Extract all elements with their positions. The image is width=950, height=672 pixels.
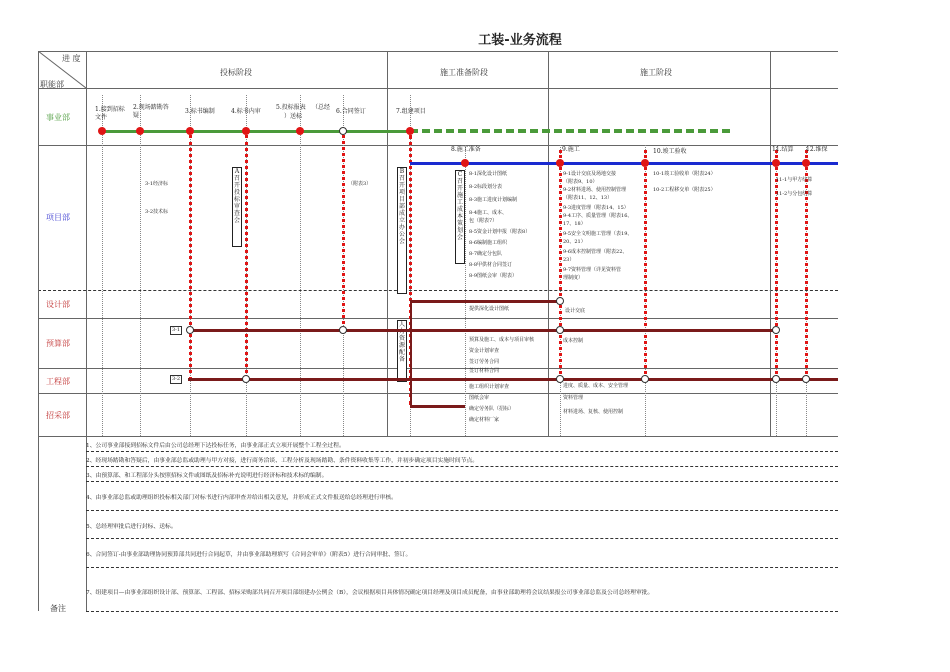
flow-node-open [339, 127, 347, 135]
remark-divider [86, 510, 838, 511]
constr-item: 9-6成本控制管理（附表22、 [563, 249, 628, 255]
dept-remarks: 备注 [50, 604, 66, 613]
prep-item: 8-9图纸会审（附表） [469, 273, 518, 279]
settle-item: 11-2与分包结算 [776, 191, 813, 197]
flow-vertical [189, 135, 192, 380]
grid-row-engineering [38, 393, 838, 394]
grid-top [38, 51, 838, 52]
engineering-constr-list [563, 382, 628, 416]
progress-label: 进 度 [62, 54, 81, 63]
phase-construction: 施工阶段 [640, 68, 672, 77]
remark-6: 6、合同签订-由事业部助理协同预算部共同进行合同起草，并由事业部助理填写《合同会审单》（附表5）进行合同审批、签订。 [86, 552, 412, 558]
flow-node [641, 159, 649, 167]
flow-node [296, 127, 304, 135]
prep-item: 8-8甲供材合同签订 [469, 262, 513, 268]
engineering-flow-branch [410, 405, 465, 408]
flow-node [98, 127, 106, 135]
box-cost-planning: C召开施工成本策划会 [455, 170, 465, 264]
remark-divider [86, 466, 838, 467]
step-7: 7.组建项目 [396, 108, 426, 115]
eng-constr-item: 进度、质量、成本、安全管理 [563, 383, 629, 389]
prep-list [469, 170, 530, 280]
flow-node-open [772, 326, 780, 334]
dept-business: 事业部 [46, 113, 70, 122]
prep-item: 8-5资金计划申报（附表8） [469, 229, 531, 235]
flow-node [406, 127, 414, 135]
flow-node-open [186, 326, 194, 334]
step-5c: ）送标 [284, 113, 303, 120]
prep-item: 8-2标段划分表 [469, 184, 503, 190]
remark-divider [86, 481, 838, 482]
design-prep-note: 提供深化设计图纸 [469, 306, 510, 312]
design-constr-note: 设计交底 [565, 308, 586, 314]
constr-item: 9-4工序、质量管理（附表16、 [563, 213, 633, 219]
prep-item: 包（附表7） [469, 218, 498, 224]
flow-node [772, 159, 780, 167]
remark-1: 1、公司事业部接到招标文件后由公司总经理下达投标任务，由事业部正式立项开展整个工程全过程。 [86, 443, 345, 449]
dept-project: 项目部 [46, 213, 70, 222]
dept-budget: 预算部 [46, 339, 70, 348]
budget-item: 资金计划审查 [469, 348, 500, 354]
phase-preparation: 施工准备阶段 [440, 68, 488, 77]
step-column [102, 95, 103, 436]
flow-node-open [242, 375, 250, 383]
flow-vertical [559, 150, 562, 380]
dept-engineering: 工程部 [46, 377, 70, 386]
remark-divider [86, 567, 838, 568]
flow-node [556, 159, 564, 167]
constr-item: （附表9、10） [563, 179, 598, 185]
step-11: 11.结算 [772, 146, 794, 153]
flow-node [136, 127, 144, 135]
note-3-1: 3-1经济标 [145, 181, 169, 187]
constr-item: 理制度） [563, 275, 584, 281]
eng-item: 确定材料厂家 [469, 417, 500, 423]
constr-item: （附表11、12、13） [563, 195, 613, 201]
flow-node-open [802, 375, 810, 383]
flow-node-open [339, 326, 347, 334]
budget-item: 预算及施工、成本与项目审核 [469, 337, 535, 343]
flow-vertical [342, 135, 345, 330]
flow-vertical [644, 150, 647, 380]
remark-4: 4、由事业部总监或助理组织投标相关部门对标书进行内部审查并给出相关意见，并形成正式文件报送给总经理进行审核。 [86, 495, 397, 501]
step-8: 8.施工准备 [451, 146, 481, 153]
flow-node-open [641, 375, 649, 383]
flow-node [242, 127, 250, 135]
remark-5: 5、总经理审批后进行封标、送标。 [86, 524, 177, 530]
step-column [465, 145, 466, 436]
step-6: 6.合同签订 [336, 108, 366, 115]
tag-3-2: 3-2 [172, 376, 181, 382]
flow-node [186, 127, 194, 135]
box-project-setup: B召开项目部成立办公会 [397, 167, 407, 294]
engineering-flow-line [188, 378, 838, 381]
constr-item: 9-2材料进场、使用控制管理 [563, 187, 627, 193]
grid-row-design [38, 318, 838, 319]
settlement-list [776, 176, 812, 198]
phase-bidding: 投标阶段 [220, 68, 252, 77]
eng-item: 施工组织计划审查 [469, 384, 510, 390]
step-column [300, 95, 301, 436]
constr-item: 9-3进度管理（附表14、15） [563, 205, 629, 211]
dept-flow-vertical [410, 300, 412, 406]
budget-flow-line [188, 329, 776, 332]
business-flow-line [102, 130, 410, 133]
engineering-prep-list [469, 383, 514, 424]
step-9: 9.施工 [562, 146, 580, 153]
grid-row-business [38, 145, 838, 146]
remark-3: 3、由预算部、和工程部分头按照招标文件或图纸及招标补充说明进行经济标和技术标的编制。 [86, 473, 328, 479]
prep-item: 8-6编制施工组织 [469, 240, 508, 246]
remark-divider [86, 451, 838, 452]
step-2: 2.现场踏勘答疑 [133, 104, 169, 119]
constr-item: 9-7资料管理（详见资料管 [563, 267, 622, 273]
eng-constr-item: 材料进场、复核、使用控制 [563, 409, 624, 415]
remark-2: 2、经现场踏勘和答疑后，由事业部总监或助理与甲方对接，进行商务洽谈、工程分析及现场踏勘、条件资料收集等工作，并初步确定项目实施时间节点。 [86, 458, 479, 464]
flow-node-open [772, 375, 780, 383]
page-title: 工装-业务流程 [478, 33, 562, 48]
remark-divider [86, 538, 838, 539]
eng-constr-item: 资料管理 [563, 395, 584, 401]
flow-node-open [556, 297, 564, 305]
dept-label: 职能部 [40, 80, 64, 89]
flow-node [461, 159, 469, 167]
prep-item: 8-3施工进度计划编制 [469, 197, 518, 203]
accept-item: 10-1竣工验收单（附表24） [653, 171, 716, 177]
constr-item: 9-1设计交底及场地交接 [563, 171, 617, 177]
tag-3-1: 3-1 [172, 327, 181, 333]
grid-row-procurement [38, 436, 838, 437]
note-contract-table: （附表3） [348, 181, 372, 187]
box-hr: 人 资源配备 [397, 320, 407, 382]
flow-vertical [245, 135, 248, 380]
business-flow-dashed [410, 129, 730, 133]
grid-row-budget [38, 368, 838, 369]
grid-row-project [38, 290, 838, 291]
grid-left [38, 51, 39, 611]
flow-node-open [556, 326, 564, 334]
accept-item: 10-2工程移交单（附表25） [653, 187, 716, 193]
box-bid-review: A召开投标审查会 [232, 167, 242, 247]
prep-item: 8-4施工、成本、 [469, 210, 508, 216]
budget-item: 签订材料合同 [469, 368, 500, 374]
budget-prep-list [469, 336, 534, 375]
constr-item: 23） [563, 257, 575, 263]
grid-header-bottom [38, 88, 838, 89]
note-3-2: 3-2技术标 [145, 209, 169, 215]
acceptance-list [653, 170, 716, 194]
remark-divider [86, 611, 838, 612]
budget-constr-note: 成本控制 [563, 338, 584, 344]
constr-item: 9-5安全文明施工管理（表19、 [563, 231, 633, 237]
constr-item: 20、21） [563, 239, 586, 245]
dept-procurement: 招采部 [46, 411, 70, 420]
remark-7: 7、组建项目—由事业部组织设计部、预算部、工程部、招标采购部共同召开项目部组建办公例会（B），会议根据项目具体情况确定项目经理及项目成员配备，由事业部助理将会议结果报公司事业部总监及公司总经理审批。 [86, 590, 654, 596]
step-column [140, 95, 141, 436]
eng-item: 图纸会审 [469, 395, 490, 401]
settle-item: 11-1与甲方结算 [776, 177, 813, 183]
prep-item: 8-7确定分包队 [469, 251, 503, 257]
step-10: 10.竣工验收 [653, 148, 687, 155]
step-1: 1.接到招标文件 [95, 106, 125, 121]
step-12: 12.维保 [806, 146, 828, 153]
prep-item: 8-1深化设计图纸 [469, 171, 508, 177]
eng-item: 确定劳务队（招标） [469, 406, 515, 412]
step-4: 4.标书内审 [231, 108, 261, 115]
step-5a: 5.投标报表 [276, 104, 306, 111]
design-flow-line [410, 300, 560, 303]
constr-item: 17、18） [563, 221, 586, 227]
budget-item: 签订劳务合同 [469, 359, 500, 365]
step-3: 3.标书编制 [185, 108, 215, 115]
step-5b: （总经 [312, 104, 331, 111]
flow-node [802, 159, 810, 167]
construction-list [563, 170, 632, 282]
dept-design: 设计部 [46, 300, 70, 309]
